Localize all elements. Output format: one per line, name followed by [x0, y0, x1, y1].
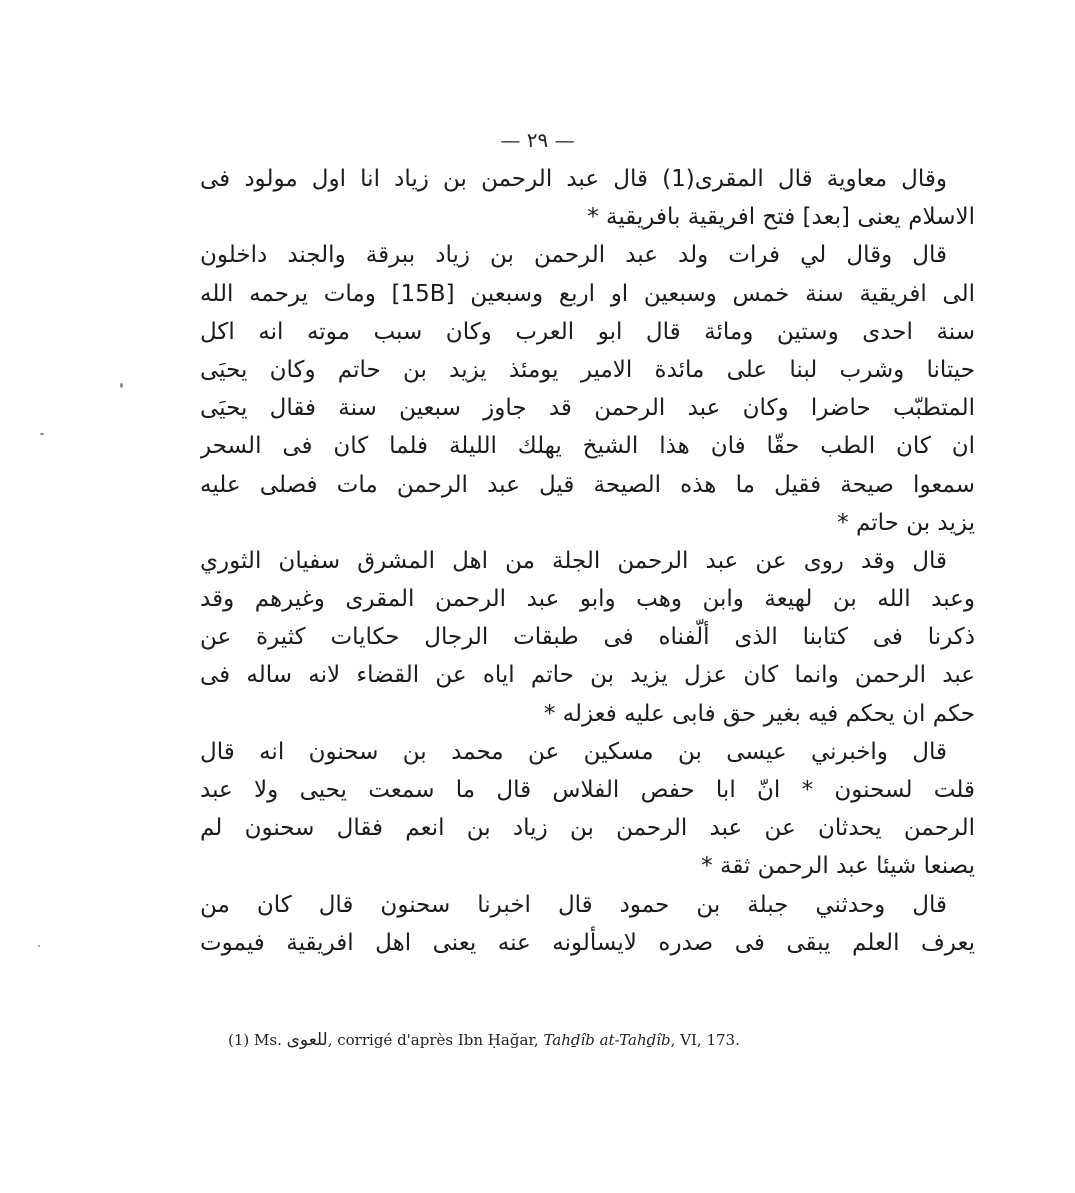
paragraph-5	[200, 886, 975, 962]
text-line: ذكرنا فى كتابنا الذى ألّفناه فى طبقات الرجال حكايات كثيرة عن	[200, 624, 975, 651]
text-line: ان كان الطب حقّا فان هذا الشيخ يهلك الليلة فلما كان فى السحر	[200, 433, 975, 460]
text-line: المتطبّب حاضرا وكان عبد الرحمن قد جاوز سبعين سنة فقال يحيَى	[200, 395, 975, 422]
footnote-suffix: , VI, 173.	[670, 1031, 740, 1049]
scan-speck	[38, 945, 40, 947]
text-line: الرحمن يحدثان عن عبد الرحمن بن زياد بن انعم فقال سحنون لم	[200, 815, 975, 842]
text-line: يصنعا شيئا عبد الرحمن ثقة ‌*	[701, 853, 975, 880]
text-line: قال وحدثني جبلة بن حمود قال اخبرنا سحنون قال كان من	[200, 891, 947, 918]
scan-speck	[40, 433, 44, 435]
text-line: الاسلام يعنى [بعد] فتح افريقية بافريقية ‌*	[587, 204, 975, 231]
footnote-work-title: Tahḏîb at-Tahḏîb	[543, 1031, 671, 1049]
text-line: عبد الرحمن وانما كان عزل يزيد بن حاتم اياه عن القضاء لانه ساله فى	[200, 662, 975, 689]
text-line: سمعوا صيحة فقيل ما هذه الصيحة قيل عبد الرحمن مات فصلى عليه	[200, 471, 975, 498]
text-line: قال واخبرني عيسى بن مسكين عن محمد بن سحنون انه قال	[200, 738, 947, 765]
paragraph-3	[200, 542, 975, 733]
text-line: قلت لسحنون ‌* انّ ابا حفص الفلاس قال ما سمعت يحيى ولا عبد	[200, 777, 975, 803]
text-line: حكم ان يحكم فيه بغير حق فابى عليه فعزله ‌*	[543, 700, 975, 727]
text-line: سنة احدى وستين ومائة قال ابو العرب وكان سبب موته انه اكل	[200, 318, 975, 345]
arabic-body-text	[200, 160, 975, 962]
paragraph-1	[200, 160, 975, 236]
text-line: قال وقال لي فرات ولد عبد الرحمن بن زياد ببرقة والجند داخلون	[200, 242, 947, 269]
text-line: حيتانا وشرب لبنا على مائدة الامير يومئذ يزيد بن حاتم وكان يحيَى	[200, 356, 975, 383]
text-line: قال وقد روى عن عبد الرحمن الجلة من اهل المشرق سفيان الثوري	[200, 547, 947, 574]
text-line: الى افريقية سنة خمس وسبعين او اربع وسبعين [15B] ومات يرحمه الله	[200, 280, 975, 307]
paragraph-4	[200, 733, 975, 886]
footnote	[228, 1030, 978, 1050]
scan-speck	[120, 383, 123, 388]
text-line: وقال معاوية قال المقرى(1) قال عبد الرحمن بن زياد انا اول مولود فى	[200, 166, 947, 192]
paragraph-2	[200, 236, 975, 542]
footnote-prefix: (1) Ms.	[228, 1031, 287, 1049]
footnote-arabic-word: للعوى	[286, 1030, 328, 1050]
footnote-middle: , corrigé d'après Ibn Ḥağar,	[327, 1031, 544, 1049]
text-line: يعرف العلم يبقى فى صدره لايسألونه عنه يعنى اهل افريقية فيموت	[200, 929, 975, 956]
page-number: — ٢٩ —	[500, 128, 575, 152]
text-line: يزيد بن حاتم ‌*	[837, 509, 975, 536]
text-line: وعبد الله بن لهيعة وابن وهب وابو عبد الرحمن المقرى وغيرهم وقد	[200, 586, 975, 613]
